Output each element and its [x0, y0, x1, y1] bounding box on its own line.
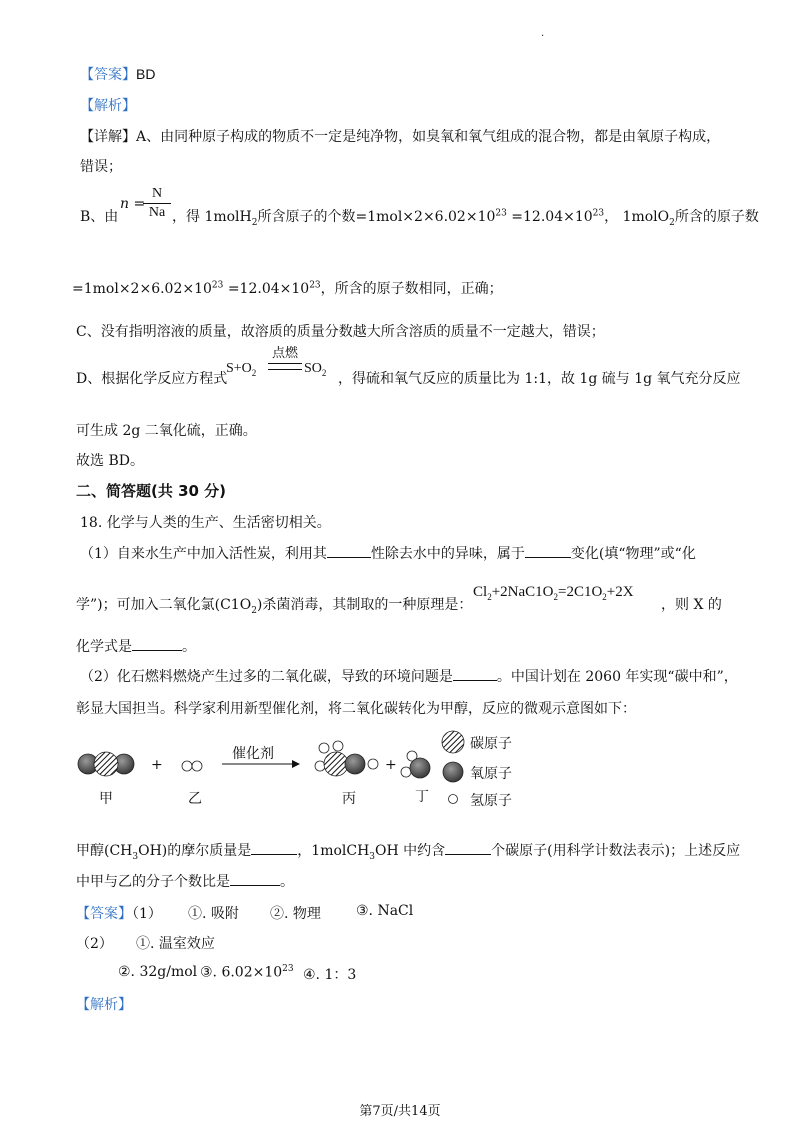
answer2-b1: ①. 温室效应	[136, 936, 215, 952]
answer2-b3	[200, 964, 294, 981]
blank-5	[251, 842, 297, 855]
p1d: 学”)；可加入二氧化氯(C1O	[76, 597, 252, 613]
answer2-a3: ③. NaCl	[356, 903, 414, 919]
p2a: （2）化石燃料燃烧产生过多的二氧化碳，导致的环境问题是	[80, 669, 453, 685]
legend-oxygen-label: 氧原子	[470, 766, 512, 782]
eq-d: +2X	[606, 584, 634, 600]
b2-tail: ，所含的原子数相同，正确；	[320, 281, 503, 297]
fraction-denominator: Na	[148, 205, 166, 220]
blank-4	[453, 668, 497, 681]
conclusion: 故选 BD。	[76, 453, 144, 469]
p3f: 中甲与乙的分子个数比是	[76, 874, 230, 890]
answer-line-1	[80, 64, 155, 84]
p1h: 。	[182, 639, 196, 655]
b-part2: 所含原子的个数=1mol×2×6.02×10	[257, 209, 496, 225]
answer2-b4: ④. 1：3	[303, 967, 357, 983]
legend-hydrogen-symbol	[449, 795, 458, 804]
answer2-tag: 【答案】	[76, 906, 132, 922]
fraction-bar	[143, 203, 171, 204]
fraction-numerator: N	[151, 186, 163, 201]
molecule-co2	[78, 752, 134, 776]
answer-line-2	[76, 903, 162, 923]
p1a: （1）自来水生产中加入活性炭，利用其	[80, 546, 327, 562]
eq-b-sub: 2	[553, 592, 558, 602]
equation-product	[304, 361, 326, 378]
plus-2: +	[385, 757, 397, 773]
detail-d-prefix: D、根据化学反应方程式	[76, 371, 228, 387]
p3c-sub: 3	[369, 851, 376, 862]
p3a-sub: 3	[132, 851, 139, 862]
detail-b-text	[172, 206, 759, 228]
legend-carbon-label: 碳原子	[470, 736, 512, 752]
d-react: S+O	[226, 361, 252, 376]
b2-eq: =	[72, 281, 84, 297]
answer2-part1: （1）	[132, 906, 162, 922]
label-ding: 丁	[415, 789, 429, 805]
molecule-h2	[182, 761, 202, 771]
p1d-sub: 2	[251, 605, 257, 616]
p1g: 化学式是	[76, 639, 132, 655]
equation-clo2	[473, 584, 634, 602]
blank-6	[445, 842, 491, 855]
p3a: 甲醇(CH	[76, 843, 133, 859]
eq-a-sub: 2	[487, 592, 492, 602]
p3g: 。	[280, 874, 294, 890]
b-part1: ，得 1molH	[172, 209, 252, 225]
reaction-condition: 点燃	[271, 346, 298, 361]
q18-p3-line1	[76, 840, 740, 862]
q18-p1-line3	[76, 636, 196, 656]
p3c: ，1molCH	[297, 843, 370, 859]
detail-c-line: C、没有指明溶液的质量，故溶质的质量分数越大所含溶质的质量不一定越大，错误；	[76, 324, 605, 340]
p2b: 。中国计划在 2060 年实现“碳中和”，	[496, 669, 738, 685]
answer2-b3-text: ③. 6.02×10	[200, 964, 283, 981]
catalyst-label: 催化剂	[232, 746, 274, 762]
b-sub1: 2	[251, 217, 258, 228]
legend-oxygen-symbol	[443, 762, 463, 782]
b2-expr: 1mol×2×6.02×10	[83, 281, 212, 297]
d-react-sub: 2	[251, 367, 257, 378]
p3e: 个碳原子(用科学计数法表示)；上述反应	[491, 843, 741, 859]
detail-a-text: A、由同种原子构成的物质不一定是纯净物，如臭氧和氧气组成的混合物，都是由氧原子构成，	[136, 129, 721, 145]
q18-p1-line2	[76, 594, 472, 616]
analysis-tag-2: 【解析】	[76, 997, 132, 1013]
blank-7	[230, 873, 280, 886]
eq-b: +2NaC1O	[491, 584, 554, 600]
blank-1	[327, 545, 371, 558]
page-footer: 第7页/共14页	[359, 1104, 441, 1119]
molecule-h2o	[401, 751, 430, 778]
header-dot: .	[541, 28, 545, 39]
q18-stem: 18. 化学与人类的生产、生活密切相关。	[80, 515, 331, 531]
b-sub2: 2	[669, 217, 675, 228]
q18-p3-line2	[76, 871, 294, 891]
answer2-part2: （2）	[76, 936, 113, 952]
b-part3: =12.04×10	[506, 209, 593, 225]
p3d: OH 中约含	[375, 843, 446, 859]
eq-c: =2C1O	[557, 584, 603, 600]
blank-3	[132, 638, 182, 651]
p1c: 变化(填“物理”或“化	[570, 546, 696, 562]
p1e: )杀菌消毒，其制取的一种原理是：	[256, 597, 473, 613]
answer2-a1: ①. 吸附	[188, 906, 239, 922]
equation-sulfur	[226, 361, 256, 378]
legend-hydrogen-label: 氢原子	[470, 793, 512, 809]
answer-tag: 【答案】	[80, 67, 136, 83]
molecule-ch3oh	[315, 741, 378, 776]
q18-p1-f: ，则 X 的	[661, 597, 722, 613]
plus-1: +	[151, 757, 163, 773]
eq-c-sub: 2	[602, 592, 607, 602]
b-sup2: 23	[592, 208, 605, 219]
formula-n: n =	[120, 196, 146, 212]
b2-sup2: 23	[309, 280, 321, 291]
reaction-double-line	[268, 363, 302, 370]
legend-carbon-symbol	[442, 731, 464, 753]
detail-a-line1	[80, 126, 720, 146]
q18-p2-line2: 彰显大国担当。科学家利用新型催化剂，将二氧化碳转化为甲醇，反应的微观示意图如下：	[76, 701, 636, 717]
detail-b-line2	[72, 278, 503, 298]
detail-tag: 【详解】	[80, 129, 136, 145]
b-part5: 所含的原子数	[674, 209, 759, 225]
p1b: 性除去水中的异味，属于	[370, 546, 525, 562]
b-sup1: 23	[495, 208, 507, 219]
detail-a-line2: 错误；	[80, 159, 122, 175]
analysis-tag-1: 【解析】	[80, 98, 136, 114]
d-prod-sub: 2	[321, 367, 327, 378]
p3b: OH)的摩尔质量是	[138, 843, 252, 859]
detail-b-prefix: B、由	[80, 209, 119, 225]
b2-sup1: 23	[211, 280, 224, 291]
label-bing: 丙	[342, 791, 356, 807]
arrow-head	[292, 760, 300, 768]
label-jia: 甲	[99, 791, 113, 807]
b-part4: ， 1molO	[604, 209, 670, 225]
fraction	[143, 186, 171, 221]
answer-value: BD	[136, 66, 156, 82]
eq-a: Cl	[473, 584, 488, 600]
answer2-b3-sup: 23	[282, 964, 294, 974]
q18-p1-line1	[80, 543, 696, 563]
d-prod: SO	[304, 361, 322, 376]
answer2-a2: ②. 物理	[270, 906, 321, 922]
detail-d-tail: ，得硫和氧气反应的质量比为 1:1，故 1g 硫与 1g 氧气充分反应	[338, 371, 741, 387]
b2-expr2: =12.04×10	[223, 281, 310, 297]
answer2-b2: ②. 32g/mol	[118, 964, 198, 980]
detail-d-line2: 可生成 2g 二氧化硫，正确。	[76, 423, 257, 439]
label-yi: 乙	[188, 791, 202, 807]
q18-p2-line1	[80, 666, 738, 686]
blank-2	[525, 545, 571, 558]
section-title: 二、简答题(共 30 分)	[76, 482, 227, 500]
